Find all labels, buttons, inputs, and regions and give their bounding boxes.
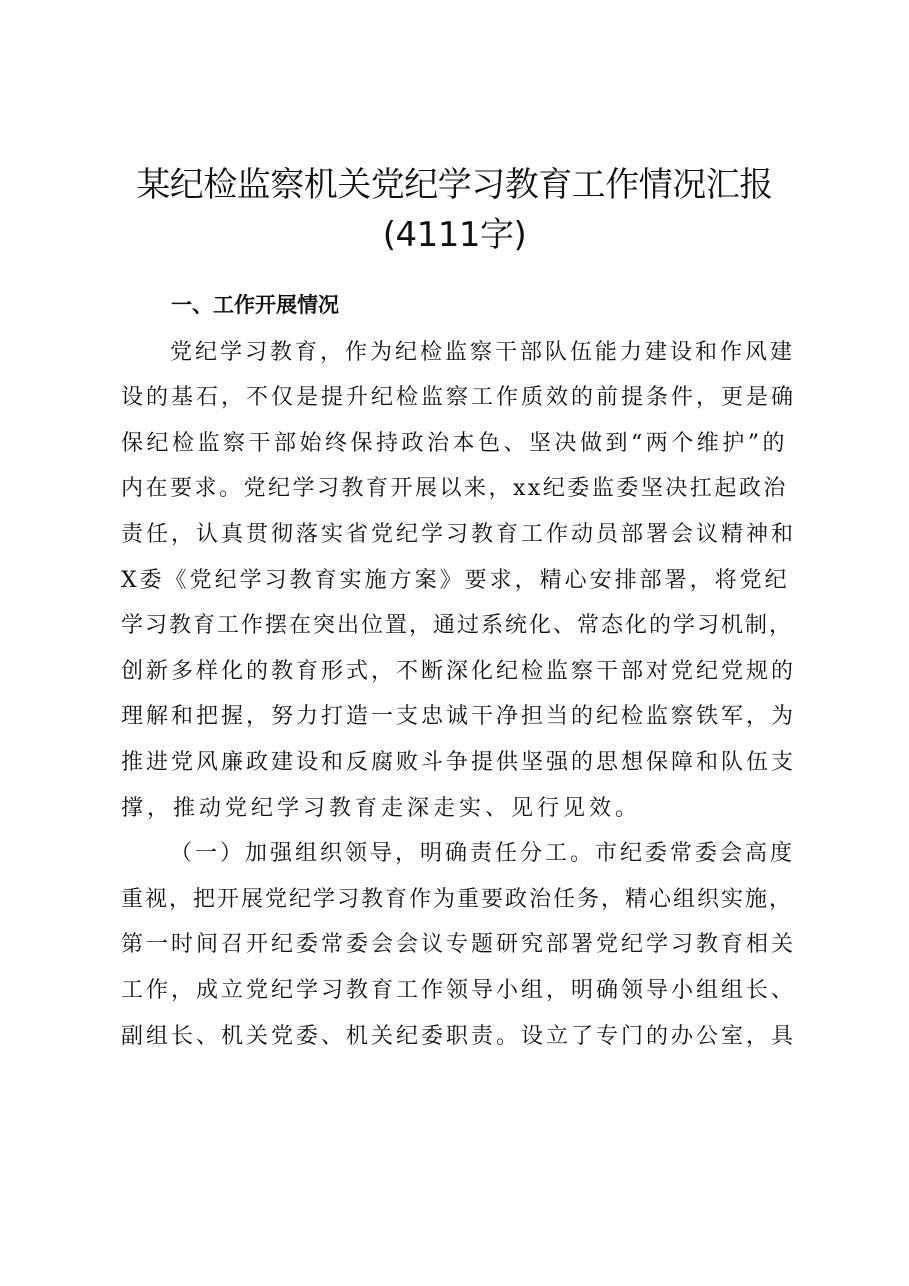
paragraph-line: （一）加强组织领导，明确责任分工。市纪委常委会高度	[170, 841, 796, 866]
document-title: 某纪检监察机关党纪学习教育工作情况汇报	[136, 165, 773, 205]
paragraph-line: 责任，认真贯彻落实省党纪学习教育工作动员部署会议精神和	[121, 522, 797, 547]
paragraph-line: 撑，推动党纪学习教育走深走实、见行见效。	[121, 796, 642, 821]
section-heading: 一、工作开展情况	[171, 293, 339, 317]
paragraph-line: 理解和把握，努力打造一支忠诚干净担当的纪检监察铁军，为	[121, 704, 797, 729]
paragraph-line: X委《党纪学习教育实施方案》要求，精心安排部署，将党纪	[121, 568, 790, 593]
paragraph-line: 学习教育工作摆在突出位置，通过系统化、常态化的学习机制，	[121, 613, 794, 638]
paragraph-line: 重视，把开展党纪学习教育作为重要政治任务，精心组织实施，	[121, 887, 794, 912]
paragraph-line: 创新多样化的教育形式，不断深化纪检监察干部对党纪党规的	[121, 659, 797, 684]
paragraph-line: 党纪学习教育，作为纪检监察干部队伍能力建设和作风建	[170, 340, 796, 365]
paragraph-line: 内在要求。党纪学习教育开展以来，xx纪委监委坚决扛起政治	[121, 476, 788, 501]
paragraph-line: 第一时间召开纪委常委会会议专题研究部署党纪学习教育相关	[121, 932, 797, 957]
document-title-word-count: (4111字)	[382, 215, 527, 255]
paragraph-line: 保纪检监察干部始终保持政治本色、坚决做到“两个维护”的	[121, 431, 788, 456]
paragraph-line: 副组长、机关党委、机关纪委职责。设立了专门的办公室，具	[121, 1024, 797, 1049]
paragraph-line: 设的基石，不仅是提升纪检监察工作质效的前提条件，更是确	[121, 385, 797, 410]
paragraph-line: 工作，成立党纪学习教育工作领导小组，明确领导小组组长、	[121, 978, 797, 1003]
paragraph-line: 推进党风廉政建设和反腐败斗争提供坚强的思想保障和队伍支	[121, 750, 797, 775]
